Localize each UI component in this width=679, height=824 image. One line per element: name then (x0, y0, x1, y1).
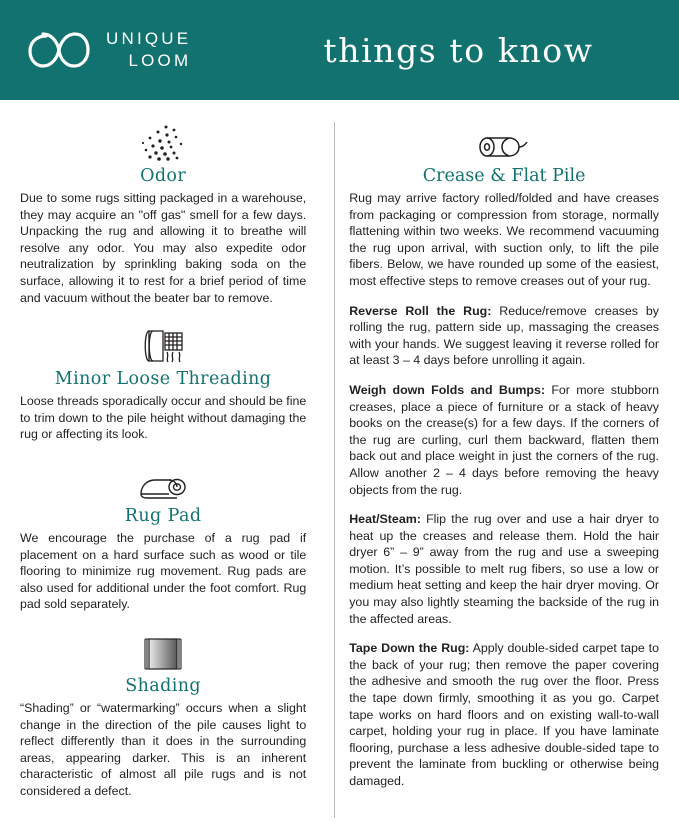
left-column (20, 118, 322, 824)
unique-loom-monogram-icon (26, 28, 92, 72)
crease-item-text: For more stubborn creases, place a piece of furniture or a stack of heavy books on the crease(s) for a few days. If the corners of the rug are curling, curl them backward, flatten them back out and place weight in just the corners of the rug. Allow another 2 – 4 days before removing the heavy objects from the rug. (349, 382, 659, 497)
right-column (347, 118, 659, 824)
brand-wordmark (106, 28, 191, 72)
dots-scatter-icon (20, 118, 306, 164)
section-title-rug-pad: Rug Pad (124, 505, 202, 526)
section-body-shading: “Shading” or “watermarking” occurs when a slight change in the direction of the pile causes light to reflect differently than it does in the surrounding areas, appearing darker. This is an inherent characteristic of almost all pile rugs and is not considered a defect. (20, 700, 307, 798)
section-body-threading: Loose threads sporadically occur and should be fine to trim down to the pile height without damaging the rug or affecting its look. (20, 394, 307, 442)
crease-item-heat-steam (349, 511, 659, 627)
section-minor-loose-threading (20, 321, 306, 443)
page-title: things to know (323, 30, 594, 70)
crease-item-label: Heat/Steam: (349, 512, 421, 527)
brand-line-2: LOOM (128, 51, 192, 70)
brand-line-1: UNIQUE (106, 29, 192, 48)
crease-item-label: Tape Down the Rug: (349, 641, 470, 656)
crease-item-reverse-roll (349, 303, 659, 369)
page-header (0, 0, 679, 100)
crease-item-label: Weigh down Folds and Bumps: (349, 382, 545, 397)
crease-item-text: Apply double-sided carpet tape to the back of your rug; then remove the paper covering the adhesive and smooth the rug over the floor. Press the tape down firmly, smoothing it as you go. Carpet tape works on hard floors and on existing wall-to-wall carpet, holding your rug in place. If you have laminate flooring, purchase a less adhesive double-sided tape to prevent the laminate from buckling or otherwise being damaged. (349, 641, 659, 788)
crease-item-text: Flip the rug over and use a hair dryer to heat up the creases and release them. Hold the hair dryer 6” – 9” away from the rug and use a sweeping motion. It’s possible to melt rug fibers, so use a low or medium heat setting and keep the hair dryer moving. Or you may also lightly steaming the backside of the rug in the affected areas. (349, 512, 659, 626)
crease-item-label: Reverse Roll the Rug: (349, 303, 492, 318)
content-area (0, 100, 679, 824)
section-title-crease-flat-pile: Crease & Flat Pile (422, 166, 586, 186)
crease-item-weigh-down (349, 382, 659, 498)
column-divider (334, 122, 335, 818)
crease-item-text: Reduce/remove creases by rolling the rug, pattern side up, massaging the creases with your hands. We suggest leaving it reverse rolled for at least 3 – 4 days before unrolling it again. (349, 303, 659, 368)
section-odor (20, 118, 306, 306)
rolled-rug-pad-icon (20, 458, 306, 504)
section-body-odor: Due to some rugs sitting packaged in a warehouse, they may acquire an "off gas" smell for a few days. Unpacking the rug and allowing it to breathe will resolve any odor. You may also expedite odor neutralization by sprinkling baking soda on the surface, allowing it to rest for a brief period of time and vacuum without the beater bar to remove. (20, 191, 307, 305)
section-rug-pad (20, 458, 306, 613)
section-body-rug-pad: We encourage the purchase of a rug pad if placement on a hard surface such as wood or tile flooring to minimize rug movement. Rug pads are also used for additional under the foot comfort. Rug pad sold separately. (20, 530, 307, 612)
crease-item-tape-down (349, 640, 659, 789)
loose-threads-rug-icon (20, 321, 306, 367)
section-title-shading: Shading (125, 675, 201, 696)
section-shading (20, 628, 306, 800)
section-title-threading: Minor Loose Threading (54, 369, 272, 390)
rolled-rug-crease-icon (349, 118, 659, 164)
crease-intro-paragraph: Rug may arrive factory rolled/folded and have creases from packaging or compression from storage, normally flattening within two weeks. We recommend vacuuming the rug upon arrival, with suction only, to lift the pile fibers. Below, we have rounded up some of the easiest, most effective steps to remove creases out of your rug. (349, 191, 659, 288)
brand-logo (26, 28, 288, 72)
section-title-odor: Odor (140, 166, 187, 186)
shaded-rug-icon (20, 628, 306, 674)
